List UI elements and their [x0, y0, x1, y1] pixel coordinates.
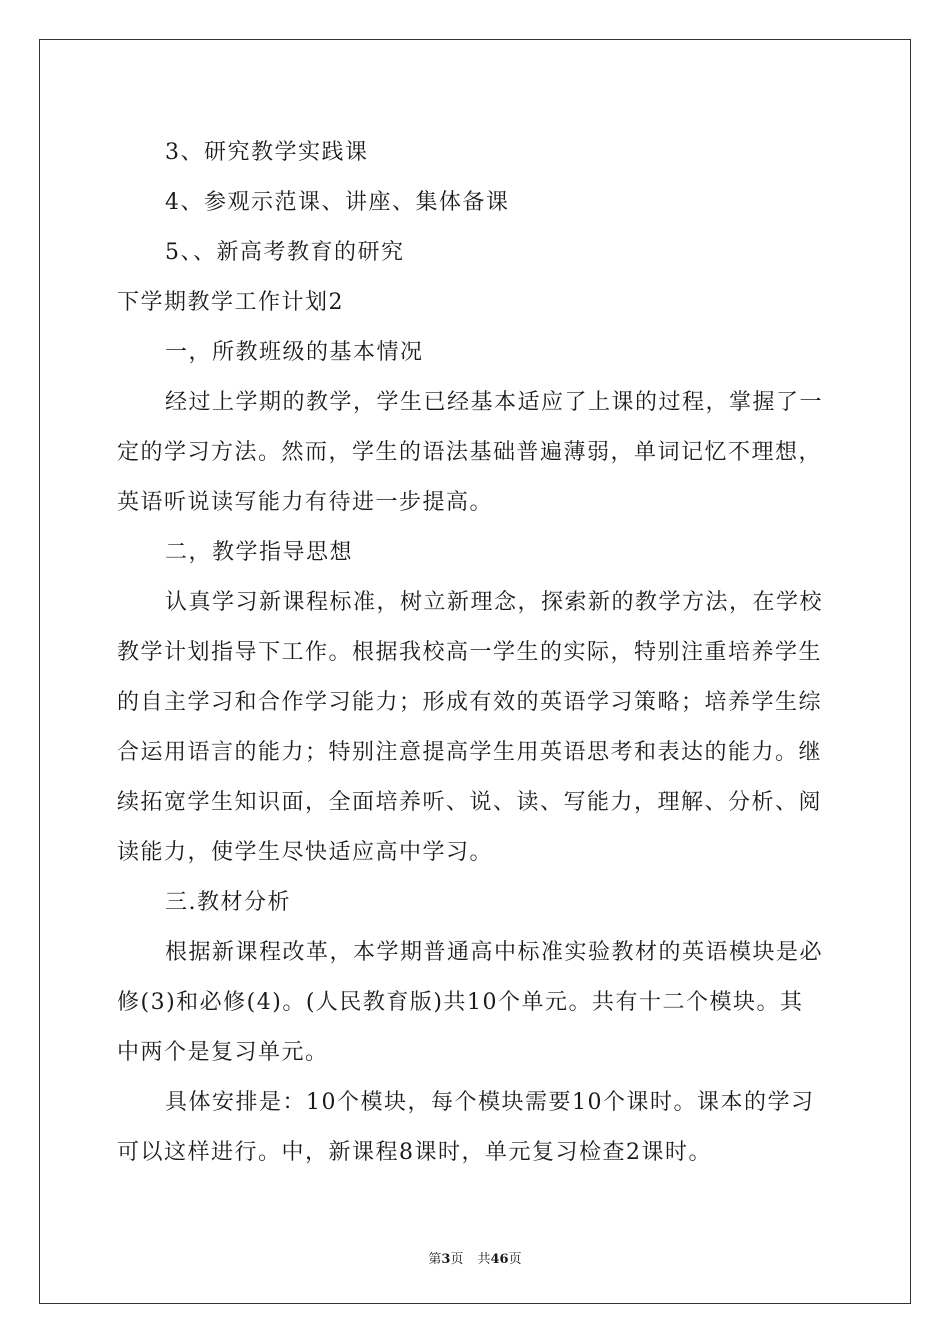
paragraph-schedule [117, 1078, 833, 1178]
paragraph-class-situation [117, 378, 833, 528]
total-prefix: 共 [477, 1252, 491, 1267]
total-suffix: 页 [508, 1252, 522, 1267]
paragraph-line: 中两个是复习单元。 [117, 1040, 329, 1065]
paragraph-line: 具体安排是：10个模块，每个模块需要10个课时。课本的学习 [165, 1090, 815, 1115]
heading-class-situation: 一，所教班级的基本情况 [165, 340, 424, 365]
list-item: 4、参观示范课、讲座、集体备课 [165, 190, 510, 215]
list-item: 5、、新高考教育的研究 [165, 240, 405, 265]
paragraph-line: 经过上学期的教学，学生已经基本适应了上课的过程，掌握了一 [165, 390, 824, 415]
paragraph-line: 定的学习方法。然而，学生的语法基础普遍薄弱，单词记忆不理想， [117, 440, 823, 465]
paragraph-guiding-thought [117, 578, 833, 878]
heading-textbook-analysis: 三.教材分析 [165, 890, 291, 915]
section-title: 下学期教学工作计划2 [117, 290, 344, 315]
page-suffix: 页 [450, 1252, 464, 1267]
page-footer [0, 1248, 950, 1267]
list-item: 3、研究教学实践课 [165, 140, 369, 165]
paragraph-line: 英语听说读写能力有待进一步提高。 [117, 490, 494, 515]
paragraph-line: 合运用语言的能力；特别注意提高学生用英语思考和表达的能力。继 [117, 740, 823, 765]
paragraph-line: 修(3)和必修(4)。(人民教育版)共10个单元。共有十二个模块。其 [117, 990, 804, 1015]
paragraph-line: 根据新课程改革，本学期普通高中标准实验教材的英语模块是必 [165, 940, 824, 965]
heading-guiding-thought: 二，教学指导思想 [165, 540, 354, 565]
paragraph-line: 认真学习新课程标准，树立新理念，探索新的教学方法，在学校 [165, 590, 824, 615]
paragraph-textbook-analysis [117, 928, 833, 1078]
paragraph-line: 续拓宽学生知识面，全面培养听、说、读、写能力，理解、分析、阅 [117, 790, 823, 815]
paragraph-line: 可以这样进行。中，新课程8课时，单元复习检查2课时。 [117, 1140, 712, 1165]
paragraph-line: 教学计划指导下工作。根据我校高一学生的实际，特别注重培养学生 [117, 640, 823, 665]
page-prefix: 第 [428, 1252, 442, 1267]
paragraph-line: 读能力，使学生尽快适应高中学习。 [117, 840, 494, 865]
document-body [117, 128, 833, 1178]
total-pages: 46 [490, 1252, 509, 1267]
paragraph-line: 的自主学习和合作学习能力；形成有效的英语学习策略；培养学生综 [117, 690, 823, 715]
page-number: 3 [441, 1252, 451, 1267]
